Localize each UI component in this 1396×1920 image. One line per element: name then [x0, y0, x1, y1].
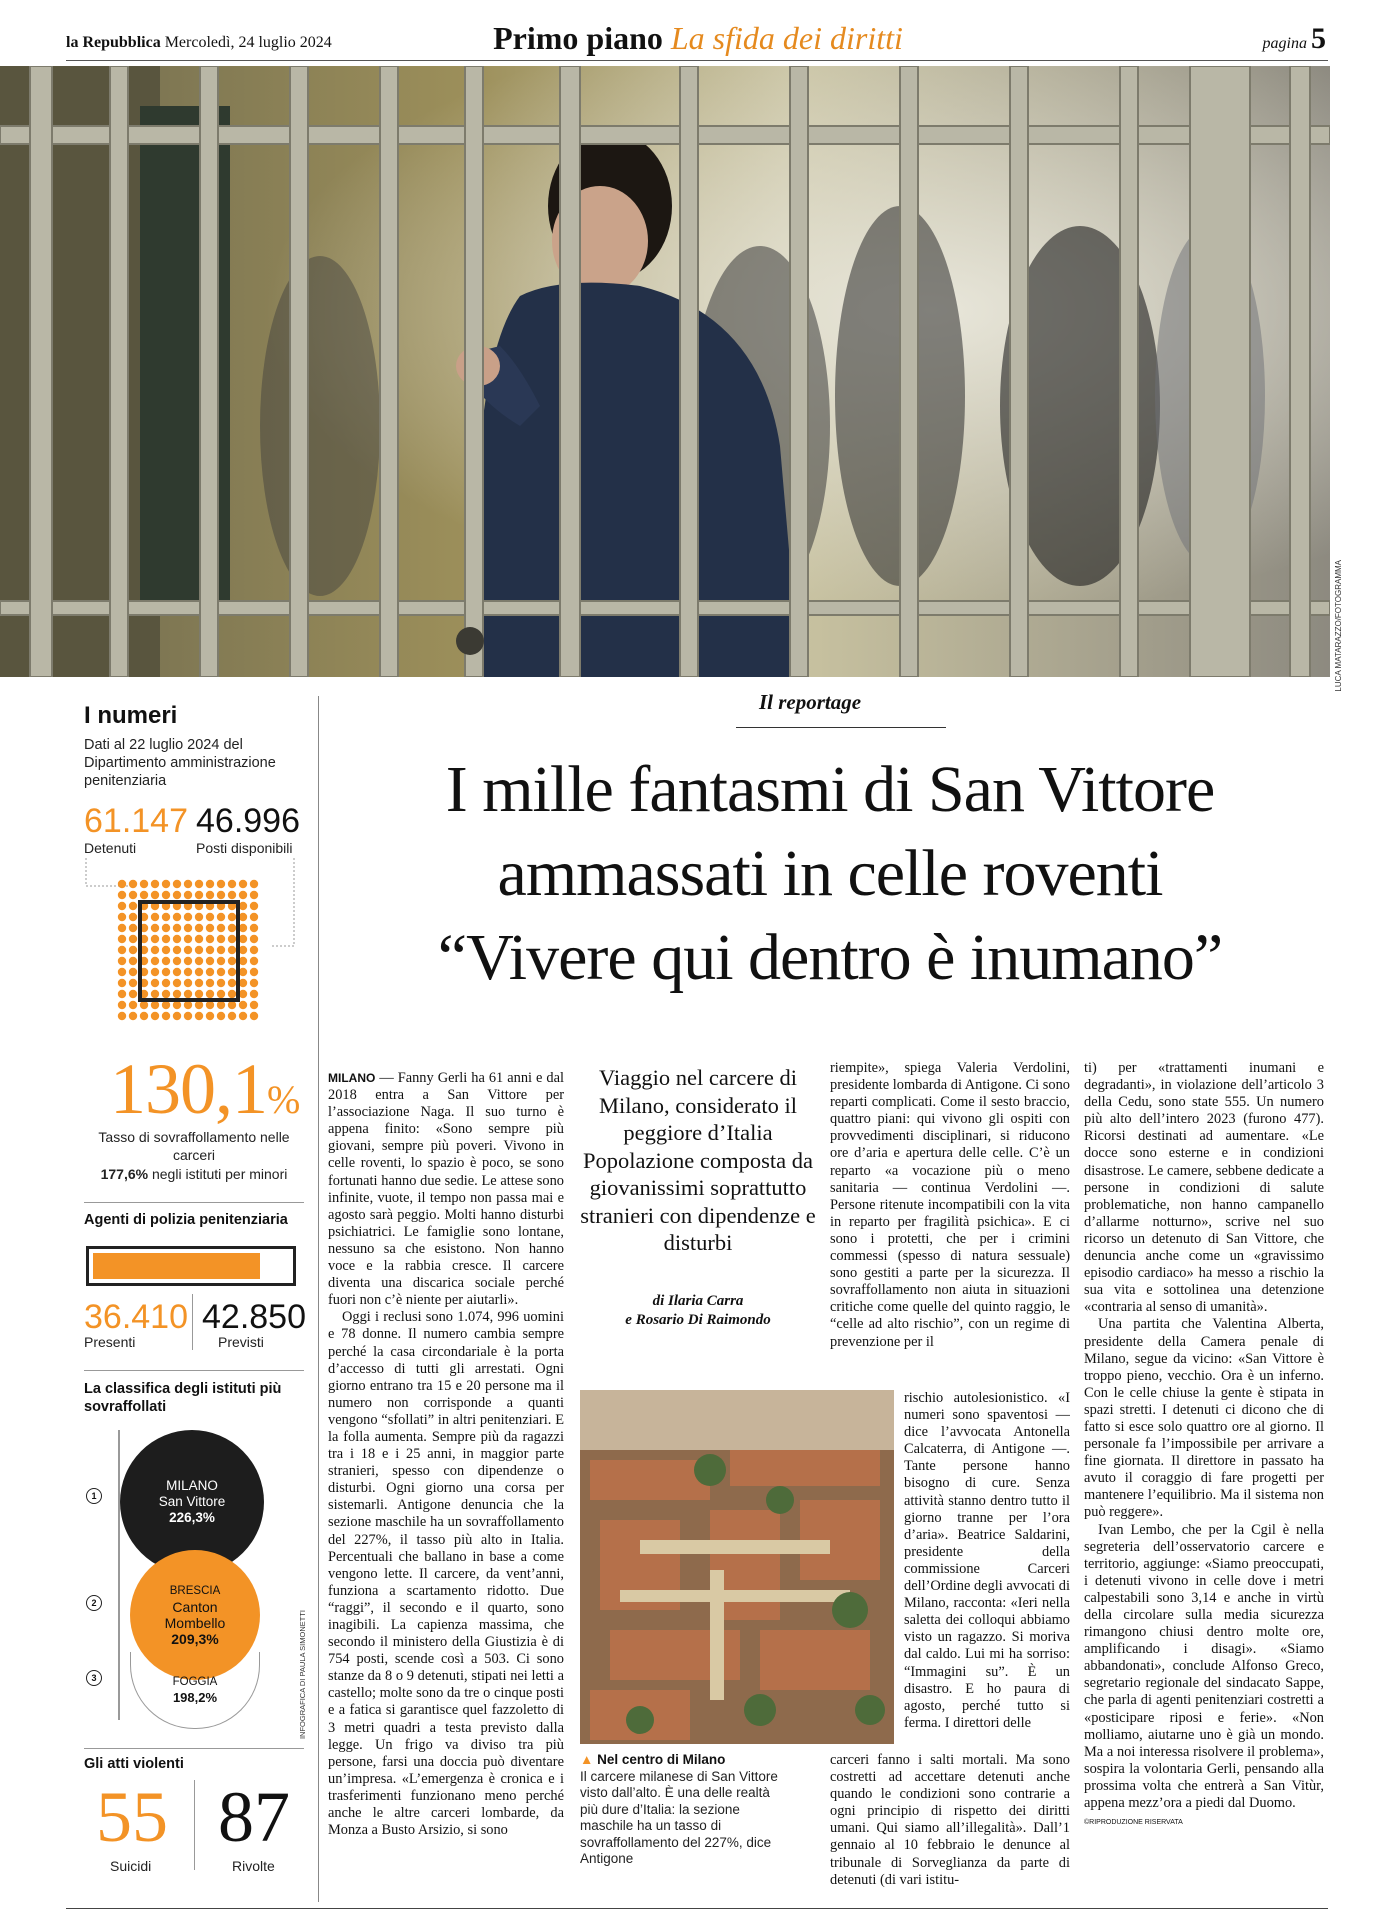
capacity-dot	[217, 968, 225, 976]
issue-date: Mercoledì, 24 luglio 2024	[164, 34, 332, 51]
previsti-value: 42.850	[202, 1298, 306, 1336]
capacity-dot	[206, 1001, 214, 1009]
rate-unit: %	[267, 1077, 300, 1122]
capacity-dot	[118, 990, 126, 998]
capacity-dot	[151, 913, 159, 921]
capacity-dot	[239, 979, 247, 987]
capacity-dot	[195, 968, 203, 976]
capacity-dot	[173, 1012, 181, 1020]
capacity-dot	[184, 990, 192, 998]
capacity-dot	[250, 990, 258, 998]
caption-text: Il carcere milanese di San Vittore visto dall’alto. È una delle realtà più dure d’Italia: la sezione maschile ha un tasso di sovraffollamento del 227%, dice Antigone	[580, 1768, 778, 1866]
capacity-dot	[228, 946, 236, 954]
capacity-dot	[228, 935, 236, 943]
capacity-dot	[206, 946, 214, 954]
capacity-dot	[250, 935, 258, 943]
divider	[192, 1294, 193, 1350]
agenti-bar-fill	[93, 1253, 260, 1279]
minori-value: 177,6%	[100, 1166, 149, 1182]
copyright: ©RIPRODUZIONE RISERVATA	[1084, 1819, 1183, 1827]
capacity-dot	[184, 946, 192, 954]
capacity-dot	[162, 924, 170, 932]
ranking-circle-3	[130, 1652, 260, 1729]
capacity-dot	[206, 990, 214, 998]
capacity-dot	[162, 913, 170, 921]
page-number	[1263, 22, 1326, 56]
capacity-dot	[173, 946, 181, 954]
capacity-dot	[195, 957, 203, 965]
rank-badge-3: 3	[86, 1670, 102, 1686]
capacity-dot	[228, 891, 236, 899]
capacity-dot	[118, 1012, 126, 1020]
capacity-dot	[228, 1012, 236, 1020]
capacity-dot	[239, 968, 247, 976]
capacity-dot	[228, 924, 236, 932]
capacity-dot	[217, 935, 225, 943]
capacity-dot	[195, 935, 203, 943]
capacity-dot	[118, 924, 126, 932]
article-column-4	[1084, 1060, 1324, 1902]
headline-line: I mille fantasmi di San Vittore	[445, 753, 1215, 826]
detenuti-value: 61.147	[84, 802, 188, 840]
capacity-dot	[239, 1012, 247, 1020]
capacity-dot	[173, 891, 181, 899]
previsti-label: Previsti	[218, 1334, 264, 1350]
detenuti-label: Detenuti	[84, 840, 137, 856]
capacity-dot	[184, 880, 192, 888]
capacity-dot	[217, 880, 225, 888]
capacity-dot	[173, 913, 181, 921]
page-number-value: 5	[1311, 22, 1326, 55]
capacity-dot	[195, 979, 203, 987]
capacity-dot	[250, 1012, 258, 1020]
caption-title-text: Nel centro di Milano	[597, 1752, 726, 1767]
rank-badge-1: 1	[86, 1488, 102, 1504]
capacity-dot	[217, 957, 225, 965]
capacity-dot	[250, 946, 258, 954]
rivolte-label: Rivolte	[232, 1858, 275, 1874]
capacity-dot	[129, 990, 137, 998]
capacity-dot	[129, 979, 137, 987]
sidebar-subtitle: Dati al 22 luglio 2024 del Dipartimento amministrazione penitenziaria	[84, 737, 276, 789]
capacity-dot	[184, 935, 192, 943]
capacity-dot	[217, 1001, 225, 1009]
capacity-dot	[129, 1001, 137, 1009]
capacity-dot	[151, 924, 159, 932]
capacity-dot	[173, 1001, 181, 1009]
photo-caption	[580, 1752, 780, 1868]
section-header	[0, 20, 1396, 57]
section-topic: La sfida dei diritti	[670, 20, 903, 56]
capacity-dot	[195, 1012, 203, 1020]
presenti-value: 36.410	[84, 1298, 188, 1336]
body-text: — Fanny Gerli ha 61 anni e dal 2018 entra a San Vittore per l’associazione Naga. Il suo turno è appena finito: «Sono sempre più giovani, sempre più poveri. Vivono in celle roventi, lo spazio è poco, se sono fortunati hanno due sedie. Le attese sono infinite, vuote, il tempo non passa mai e agosto sarà peggio. Molti hanno disturbi psichiatrici. Le famiglie sono lontane, nessuno sa che esistono. Non hanno voce e la rabbia cresce. Il carcere diventa una discarica sociale perché fuori non c’è niente per aiutarli».	[328, 1070, 564, 1309]
capacity-dot	[151, 880, 159, 888]
capacity-dot	[151, 935, 159, 943]
capacity-dot	[239, 902, 247, 910]
overcrowding-rate	[110, 1048, 299, 1131]
capacity-dot	[239, 913, 247, 921]
capacity-dot	[162, 968, 170, 976]
capacity-dot	[217, 946, 225, 954]
infographic-credit: INFOGRAFICA DI PAULA SIMONETTI	[298, 1610, 307, 1740]
capacity-dot	[239, 990, 247, 998]
capacity-dot	[228, 979, 236, 987]
capacity-dot	[250, 1001, 258, 1009]
capacity-dot	[184, 924, 192, 932]
capacity-dot	[162, 990, 170, 998]
presenti-label: Presenti	[84, 1334, 136, 1350]
capacity-dot	[228, 968, 236, 976]
body-text: Oggi i reclusi sono 1.074, 996 uomini e 78 donne. Il numero cambia sempre perché la casa circondariale è la porta d’accesso di tutti gli arrestati. Ogni giorno entrano tra 15 e 20 persone ma il numero non corrisponde a quanti vengono “sfollati” in altri penitenziari. E la folla aumenta. Sempre più da ragazzi tra i 18 e i 25 anni, in maggior parte stranieri, spesso con dipendenze o disturbi. Ogni giorno una corsa per sistemarli. Antigone denuncia che la sezione maschile ha un sovraffollamento del 227%, il tasso più alto in Italia. Percentuali che ballano in base a come vengono lette. Il carcere, da vent’anni, funziona a scartamento ridotto. Due “raggi”, il secondo e il quarto, sono inagibili. La capienza massima, che secondo il ministero della Giustizia è di 754 posti, scende così a 503. Ci sono stanze da 8 o 9 detenuti, stipati nei letti a castello; molte sono da tre o cinque posti e a fatica si garantisce quel fazzoletto di 3 metri quadri a testa previsto dalla legge. Un frigo va diviso tra più persone, farsi una doccia può diventare un’impresa. «L’emergenza è cronica e i trasferimenti funzionano meno perché anche le altre carceri lombarde, da Monza a Busto Arsizio, si sono	[328, 1309, 564, 1839]
capacity-dot	[129, 902, 137, 910]
capacity-dot	[118, 913, 126, 921]
rank-name: San Vittore	[158, 1494, 226, 1509]
capacity-dot	[184, 979, 192, 987]
capacity-dot	[173, 924, 181, 932]
capacity-dot	[162, 957, 170, 965]
capacity-dot	[184, 913, 192, 921]
capacity-dot	[239, 946, 247, 954]
suicidi-label: Suicidi	[110, 1858, 152, 1874]
capacity-dot	[228, 1001, 236, 1009]
byline-author: di Ilaria Carra	[652, 1293, 744, 1309]
classifica-title: La classifica degli istituti più sovraffollati	[84, 1381, 282, 1415]
capacity-dot	[195, 880, 203, 888]
capacity-dot	[250, 968, 258, 976]
capacity-dot	[250, 902, 258, 910]
posti-value: 46.996	[196, 802, 300, 840]
article-byline	[580, 1292, 816, 1330]
article-column-3-top: riempite», spiega Valeria Verdolini, presidente lombarda di Antigone. Ci sono reparti complicati. Come il sesto braccio, quattro piani: qui vivono gli ospiti con provvedimenti disciplinari, si riducono ore d’aria e apertura delle celle. C’è un reparto «a vocazione più o meno sanitaria — continua Verdolini —. Persone ritenute incompatibili con la vita in reparto per fragilità psichica». E ci sono i protetti, che per i crimini commessi (spesso di natura sessuale) sono gestiti a parte per la sicurezza. Il sovraffollamento non aiuta in situazioni critiche come quelle del quinto raggio, le “celle ad alto rischio”, con un regime di prevenzione per il	[830, 1060, 1070, 1350]
agenti-title: Agenti di polizia penitenziaria	[84, 1212, 288, 1228]
headline-line: ammassati in celle roventi	[497, 837, 1163, 910]
capacity-dot	[228, 990, 236, 998]
article-column-1	[328, 1070, 564, 1902]
capacity-dot	[129, 924, 137, 932]
capacity-dot	[140, 891, 148, 899]
capacity-dot	[129, 913, 137, 921]
rank-badge-2: 2	[86, 1595, 102, 1611]
capacity-dot	[151, 1001, 159, 1009]
capacity-dot	[129, 957, 137, 965]
rank-city: MILANO	[166, 1478, 218, 1493]
capacity-dot	[195, 891, 203, 899]
rank-value: 209,3%	[171, 1631, 219, 1647]
capacity-dot	[206, 891, 214, 899]
section-name: Primo piano	[493, 20, 663, 56]
aerial-prison-photo	[580, 1390, 894, 1744]
rank-value: 198,2%	[172, 1690, 218, 1705]
capacity-dot	[151, 957, 159, 965]
capacity-dot	[129, 946, 137, 954]
capacity-dot	[228, 913, 236, 921]
capacity-dot	[118, 891, 126, 899]
capacity-dot	[250, 913, 258, 921]
capacity-dot	[129, 891, 137, 899]
capacity-dot	[118, 946, 126, 954]
bottom-rule	[66, 1908, 1328, 1909]
capacity-dot	[129, 935, 137, 943]
capacity-dot	[250, 957, 258, 965]
capacity-dot	[151, 990, 159, 998]
byline-author: e Rosario Di Raimondo	[625, 1312, 771, 1328]
capacity-dot	[250, 891, 258, 899]
capacity-dot	[228, 880, 236, 888]
posti-label: Posti disponibili	[196, 840, 293, 856]
capacity-dot	[173, 957, 181, 965]
capacity-dot	[239, 935, 247, 943]
capacity-dot	[162, 946, 170, 954]
capacity-dot	[206, 1012, 214, 1020]
sidebar-divider	[318, 696, 319, 1902]
rank-city: FOGGIA	[172, 1676, 218, 1688]
rank-name: Canton Mombello	[164, 1599, 226, 1631]
capacity-dot	[118, 957, 126, 965]
capacity-dot	[239, 1001, 247, 1009]
capacity-dot	[217, 924, 225, 932]
capacity-dot	[184, 891, 192, 899]
capacity-dot	[162, 880, 170, 888]
capacity-dot	[195, 913, 203, 921]
capacity-dot	[206, 968, 214, 976]
capacity-dot	[184, 957, 192, 965]
capacity-dot	[228, 957, 236, 965]
capacity-dot	[239, 957, 247, 965]
capacity-dot	[195, 1001, 203, 1009]
rate-label: Tasso di sovraffollamento nelle carceri	[98, 1129, 290, 1163]
capacity-dot	[162, 1001, 170, 1009]
page-label: pagina	[1262, 35, 1307, 52]
article-headline	[330, 748, 1330, 1000]
capacity-dot	[129, 880, 137, 888]
capacity-dot	[162, 979, 170, 987]
capacity-dot	[118, 902, 126, 910]
capacity-dot	[184, 1001, 192, 1009]
rivolte-value: 87	[218, 1777, 290, 1857]
capacity-dot	[173, 880, 181, 888]
capacity-dot	[118, 968, 126, 976]
capacity-dot	[173, 935, 181, 943]
divider	[194, 1780, 195, 1870]
capacity-dot	[239, 880, 247, 888]
paper-name: la Repubblica	[66, 34, 161, 51]
capacity-dot	[217, 891, 225, 899]
capacity-dot	[239, 891, 247, 899]
capacity-dot	[140, 1001, 148, 1009]
capacity-dot	[184, 968, 192, 976]
capacity-dot	[206, 880, 214, 888]
suicidi-value: 55	[96, 1777, 168, 1857]
rate-value: 130,1	[110, 1049, 267, 1129]
body-text: Una partita che Valentina Alberta, presidente della Camera penale di Milano, segue da vicino: «San Vittore è troppo pieno, vecchio. Ora è un inferno. Con le celle chiuse la gente è stipata in spazi stretti. I detenuti ci dicono che di fatto si esce solo quattro ore al giorno. Il personale fa l’impossibile per arrivare a fine giornata. Il direttore in passato ha avuto il coraggio di fare progetti per mantenere l’equilibrio. Ma il sistema non può reggere».	[1084, 1316, 1324, 1521]
capacity-dot	[173, 968, 181, 976]
rank-value: 226,3%	[169, 1510, 215, 1525]
header-rule	[66, 60, 1328, 61]
capacity-dot	[195, 946, 203, 954]
body-text: ti) per «trattamenti inumani e degradanti», in violazione dell’articolo 3 della Cedu, sono state 555. Un numero più alto dell’intero 2023 (furono 477). Ricorsi destinati ad aumentare. «Le docce sono esterne e in condizioni disastrose. Le camere, sebbene dedicate a persone in condizioni di salute problematiche, non hanno campanello d’allarme notturno», scrive nel suo ricorso un detenuto di San Vittore, che denuncia anche come un «gravissimo episodio cardiaco» ha messo a rischio la sua vita e sottolinea una detenzione «contraria al senso di umanità».	[1084, 1060, 1324, 1316]
capacity-dot	[217, 990, 225, 998]
article-kicker: Il reportage	[758, 690, 862, 714]
capacity-dot	[184, 1012, 192, 1020]
ranking-connector	[118, 1430, 120, 1720]
capacity-dot	[195, 924, 203, 932]
photo-credit: LUCA MATARAZZO/FOTOGRAMMA	[1334, 560, 1343, 692]
capacity-dot	[118, 935, 126, 943]
minori-label: negli istituti per minori	[151, 1166, 288, 1182]
capacity-dot	[140, 1012, 148, 1020]
divider	[84, 1202, 304, 1203]
capacity-dot	[140, 880, 148, 888]
divider	[84, 1748, 304, 1749]
capacity-dot	[250, 924, 258, 932]
dateline: MILANO	[328, 1071, 376, 1085]
capacity-dot	[206, 979, 214, 987]
capacity-dot	[250, 880, 258, 888]
caption-title: ▲ Nel centro di Milano	[580, 1752, 726, 1767]
capacity-dot	[151, 1012, 159, 1020]
capacity-dot	[162, 935, 170, 943]
article-column-3-mid: rischio autolesionistico. «I numeri sono spaventosi — dice l’avvocata Antonella Calcaterra, di Antigone —. Tante persone hanno bisogno di cure. Senza attività stanno dentro tutto il giorno tranne per l’ora d’aria». Beatrice Saldarini, presidente della commissione Carceri dell’Ordine degli avvocati di Milano, racconta: «Ieri nella saletta dei colloqui abbiamo visto un ragazzo. Si moriva dal caldo. Lui mi ha sorriso: “Immagini su”. È un disastro. E ho paura di agosto, perché tutto si ferma. I direttori delle	[904, 1390, 1070, 1731]
capacity-dot	[173, 990, 181, 998]
article-deck: Viaggio nel carcere di Milano, considerato il peggiore d’Italia Popolazione composta da giovanissimi soprattutto stranieri con dipendenze e disturbi	[580, 1065, 816, 1255]
kicker-rule	[736, 727, 946, 728]
sidebar-title: I numeri	[84, 702, 178, 729]
capacity-dot	[217, 913, 225, 921]
capacity-dot	[206, 924, 214, 932]
capacity-dot	[250, 979, 258, 987]
capacity-dot	[151, 979, 159, 987]
divider	[84, 1370, 304, 1371]
capacity-dot	[151, 946, 159, 954]
minori-line	[84, 1166, 304, 1182]
capacity-dot	[217, 1012, 225, 1020]
capacity-dot	[118, 1001, 126, 1009]
prison-gate-photo	[0, 66, 1330, 677]
capacity-dot	[129, 968, 137, 976]
capacity-dot	[239, 924, 247, 932]
capacity-dot	[195, 990, 203, 998]
capacity-dot	[129, 1012, 137, 1020]
capacity-dot	[206, 957, 214, 965]
body-text: Ivan Lembo, che per la Cgil è nella segreteria dell’osservatorio carcere e territorio, aggiunge: «Siamo preoccupati, i detenuti vivono in celle dove i metri calpestabili sono 3,14 e anche in virtù della circolare sulla media sicurezza rimangono chiusi dentro molte ore, amplificando i disagi». «Siamo abbandonati», conclude Alfonso Greco, segretario regionale del sindacato Sappe, che parla di agenti penitenziari costretti a «posticipare riposi e ferie». «Non molliamo, aiutarne uno è già un mondo. Ma a noi interessa risolvere il problema», sospira la volontaria Gerli, pensando alla prossima volta che entrerà a San Vitùr, appena mezz’ora a piedi dal Duomo.	[1084, 1521, 1324, 1812]
capacity-dot	[173, 979, 181, 987]
article-column-3-bottom: carceri fanno i salti mortali. Ma sono costretti ad accettare detenuti anche quando le condizioni sono contrarie a ogni principio di rispetto dei diritti umani. Qui siamo all’illegalità». Dall’1 gennaio al 10 febbraio le denunce al tribunale di Sorveglianza da parte di detenuti (di vari istitu-	[830, 1752, 1070, 1888]
capacity-dot	[118, 979, 126, 987]
capacity-dot	[162, 1012, 170, 1020]
capacity-dot	[162, 891, 170, 899]
headline-line: “Vivere qui dentro è inumano”	[437, 921, 1223, 994]
capacity-dot	[118, 880, 126, 888]
capacity-dot	[151, 968, 159, 976]
agenti-bar	[86, 1246, 296, 1286]
capacity-dot	[206, 913, 214, 921]
capacity-dot	[151, 891, 159, 899]
capacity-dot-grid	[84, 858, 304, 1048]
rank-city: BRESCIA	[169, 1585, 221, 1597]
capacity-dot	[206, 935, 214, 943]
capacity-dot	[217, 979, 225, 987]
atti-title: Gli atti violenti	[84, 1756, 184, 1772]
